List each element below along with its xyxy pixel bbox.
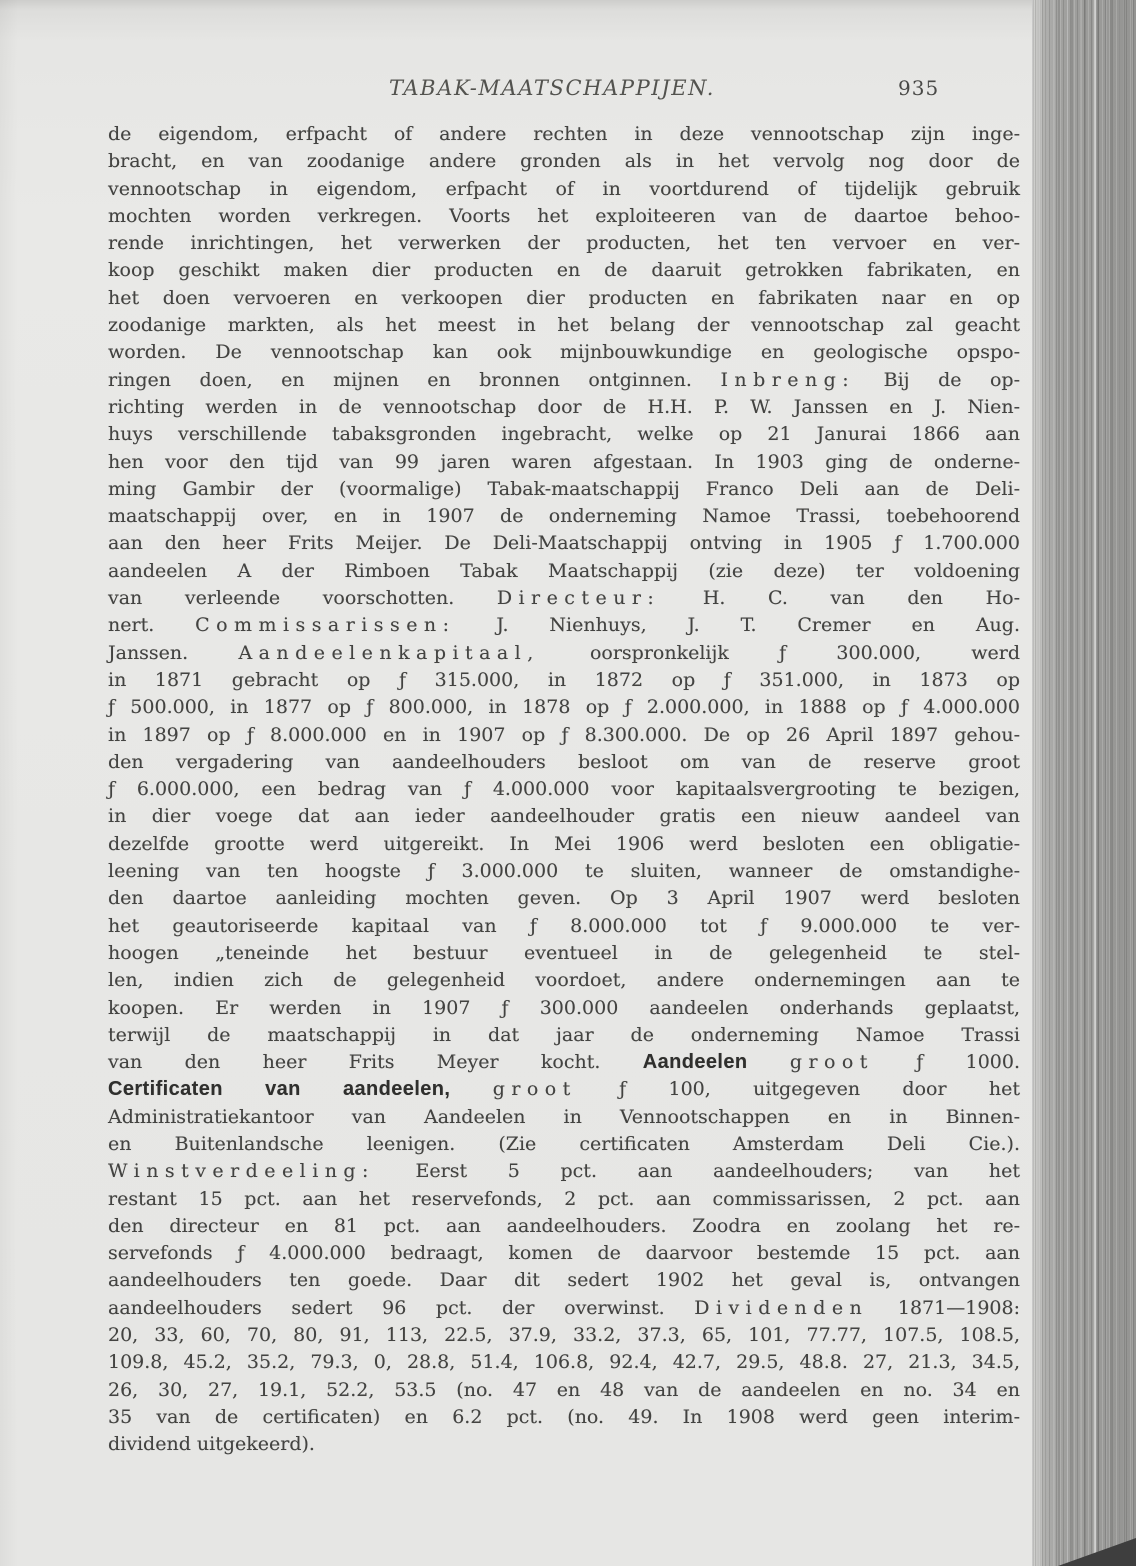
- text-segment: J. Nienhuys, J. T. Cremer en Aug.: [455, 614, 1020, 637]
- text-line: [108, 1240, 1020, 1267]
- text-segment: ming Gambir der (voormalige) Tabak-maatschappij Franco Deli aan de Deli-: [108, 477, 1020, 500]
- text-line: [108, 858, 1020, 885]
- text-segment: richting werden in de vennootschap door de H.H. P. W. Janssen en J. Nien-: [108, 395, 1020, 418]
- text-segment: in 1897 op ƒ 8.000.000 en in 1907 op ƒ 8.300.000. De op 26 April 1897 gehou-: [108, 723, 1020, 746]
- text-segment: ringen doen, en mijnen en bronnen ontginnen.: [108, 368, 721, 391]
- text-segment: in 1871 gebracht op ƒ 315.000, in 1872 op ƒ 351.000, in 1873 op: [108, 668, 1020, 691]
- text-segment: den vergadering van aandeelhouders besloot om van de reserve groot: [108, 750, 1020, 773]
- text-segment: van verleende voorschotten.: [108, 587, 497, 610]
- text-segment: Janssen.: [108, 641, 239, 664]
- text-segment: en Buitenlandsche leenigen. (Zie certificaten Amsterdam Deli Cie.).: [108, 1132, 1020, 1155]
- text-line: [108, 913, 1020, 940]
- text-segment: len, indien zich de gelegenheid voordoet, andere ondernemingen aan te: [108, 969, 1020, 992]
- text-line: [108, 803, 1020, 830]
- text-line: [108, 612, 1020, 639]
- spaced-heading-segment: Inbreng:: [720, 368, 856, 391]
- text-segment: H. C. van den Ho-: [660, 587, 1020, 610]
- spaced-heading-segment: Winstverdeeling:: [108, 1160, 375, 1183]
- text-line: [108, 394, 1020, 421]
- text-segment: aandeelen A der Rimboen Tabak Maatschappij (zie deze) ter voldoening: [108, 559, 1020, 582]
- text-line: [108, 257, 1020, 284]
- text-segment: Bij de op-: [855, 368, 1020, 391]
- text-segment: dezelfde grootte werd uitgereikt. In Mei 1906 werd besloten een obligatie-: [108, 832, 1020, 855]
- text-line: [108, 449, 1020, 476]
- text-line: [108, 148, 1020, 175]
- text-segment: den daartoe aanleiding mochten geven. Op 3 April 1907 werd besloten: [108, 887, 1020, 910]
- text-line: [108, 585, 1020, 612]
- text-segment: 1871—1908:: [868, 1296, 1020, 1319]
- book-page-edges: [1032, 0, 1136, 1566]
- text-line: [108, 367, 1020, 394]
- body-text: [108, 121, 1020, 1459]
- text-line: [108, 1431, 1020, 1458]
- text-line: [108, 1322, 1020, 1349]
- text-segment: worden. De vennootschap kan ook mijnbouwkundige en geologische opspo-: [108, 341, 1020, 364]
- text-segment: hen voor den tijd van 99 jaren waren afgestaan. In 1903 ging de onderne-: [108, 450, 1020, 473]
- text-line: [108, 1267, 1020, 1294]
- spaced-heading-segment: Aandeelenkapitaal,: [238, 641, 540, 664]
- corner-shadow: [1058, 1538, 1136, 1566]
- text-line: [108, 640, 1020, 667]
- text-line: [108, 1158, 1020, 1185]
- text-segment: van den heer Frits Meyer kocht.: [108, 1051, 643, 1074]
- text-segment: aandeelhouders ten goede. Daar dit sedert 1902 het geval is, ontvangen: [108, 1269, 1020, 1292]
- text-line: [108, 1022, 1020, 1049]
- text-line: [108, 1349, 1020, 1376]
- text-segment: Eerst 5 pct. aan aandeelhouders; van het: [374, 1160, 1020, 1183]
- text-line: [108, 203, 1020, 230]
- text-segment: maatschappij over, en in 1907 de onderneming Namoe Trassi, toebehoorend: [108, 505, 1020, 528]
- text-segment: in dier voege dat aan ieder aandeelhouder gratis een nieuw aandeel van: [108, 805, 1020, 828]
- text-segment: oorspronkelijk ƒ 300.000, werd: [539, 641, 1021, 664]
- text-segment: den directeur en 81 pct. aan aandeelhouders. Zoodra en zoolang het re-: [108, 1214, 1020, 1237]
- text-line: [108, 558, 1020, 585]
- page-title: TABAK-MAATSCHAPPIJEN.: [388, 76, 716, 100]
- text-segment: ƒ 500.000, in 1877 op ƒ 800.000, in 1878 op ƒ 2.000.000, in 1888 op ƒ 4.000.000: [108, 696, 1020, 719]
- text-segment: nert.: [108, 614, 196, 637]
- spaced-heading-segment: Directeur:: [496, 587, 661, 610]
- text-line: [108, 1186, 1020, 1213]
- text-line: [108, 503, 1020, 530]
- text-segment: zoodanige markten, als het meest in het belang der vennootschap zal geacht: [108, 314, 1020, 337]
- text-segment: terwijl de maatschappij in dat jaar de onderneming Namoe Trassi: [108, 1023, 1020, 1046]
- text-line: [108, 749, 1020, 776]
- text-line: [108, 1076, 1020, 1103]
- bold-heading-segment: Certificaten van aandeelen,: [108, 1078, 451, 1101]
- text-line: [108, 312, 1020, 339]
- text-segment: [748, 1051, 790, 1073]
- text-segment: mochten worden verkregen. Voorts het exploiteeren van de daartoe behoo-: [108, 204, 1020, 227]
- text-segment: [450, 1078, 492, 1100]
- text-line: [108, 1404, 1020, 1431]
- spaced-heading-segment: groot: [789, 1051, 874, 1074]
- spaced-heading-segment: Commissarissen:: [195, 614, 456, 637]
- text-segment: het doen vervoeren en verkoopen dier producten en fabrikaten naar en op: [108, 286, 1020, 309]
- text-segment: restant 15 pct. aan het reservefonds, 2 pct. aan commissarissen, 2 pct. aan: [108, 1187, 1020, 1210]
- text-segment: de eigendom, erfpacht of andere rechten in deze vennootschap zijn inge-: [108, 123, 1020, 145]
- text-line: [108, 722, 1020, 749]
- text-segment: 109.8, 45.2, 35.2, 79.3, 0, 28.8, 51.4, 106.8, 92.4, 42.7, 29.5, 48.8. 27, 21.3, 34.5,: [108, 1351, 1020, 1374]
- text-segment: aan den heer Frits Meijer. De Deli-Maatschappij ontving in 1905 ƒ 1.700.000: [108, 532, 1020, 555]
- text-line: [108, 230, 1020, 257]
- text-segment: servefonds ƒ 4.000.000 bedraagt, komen de daarvoor bestemde 15 pct. aan: [108, 1242, 1020, 1265]
- text-segment: rende inrichtingen, het verwerken der producten, het ten vervoer en ver-: [108, 232, 1020, 255]
- text-segment: koopen. Er werden in 1907 ƒ 300.000 aandeelen onderhands geplaatst,: [108, 996, 1020, 1019]
- page-number: 935: [898, 76, 940, 100]
- page-edge-highlight: [1094, 0, 1096, 1566]
- text-line: [108, 776, 1020, 803]
- text-segment: ƒ 100, uitgegeven door het: [576, 1078, 1020, 1101]
- text-segment: het geautoriseerde kapitaal van ƒ 8.000.000 tot ƒ 9.000.000 te ver-: [108, 914, 1020, 937]
- text-line: [108, 1213, 1020, 1240]
- spaced-heading-segment: Dividenden: [694, 1296, 869, 1319]
- text-segment: aandeelhouders sedert 96 pct. der overwinst.: [108, 1296, 695, 1319]
- text-line: [108, 1049, 1020, 1076]
- text-line: [108, 1104, 1020, 1131]
- text-segment: ƒ 1000.: [873, 1051, 1020, 1074]
- text-line: [108, 1377, 1020, 1404]
- text-line: [108, 530, 1020, 557]
- text-line: [108, 121, 1020, 148]
- text-line: [108, 476, 1020, 503]
- text-line: [108, 995, 1020, 1022]
- bold-heading-segment: Aandeelen: [642, 1051, 748, 1074]
- text-line: [108, 285, 1020, 312]
- text-segment: 35 van de certificaten) en 6.2 pct. (no. 49. In 1908 werd geen interim-: [108, 1405, 1020, 1428]
- text-line: [108, 1295, 1020, 1322]
- text-segment: huys verschillende tabaksgronden ingebracht, welke op 21 Janurai 1866 aan: [108, 423, 1020, 446]
- text-line: [108, 885, 1020, 912]
- text-segment: vennootschap in eigendom, erfpacht of in voortdurend of tijdelijk gebruik: [108, 177, 1020, 200]
- text-line: [108, 967, 1020, 994]
- text-line: [108, 1131, 1020, 1158]
- text-segment: 20, 33, 60, 70, 80, 91, 113, 22.5, 37.9, 33.2, 37.3, 65, 101, 77.77, 107.5, 108.5,: [108, 1324, 1020, 1347]
- text-segment: Administratiekantoor van Aandeelen in Vennootschappen en in Binnen-: [108, 1105, 1020, 1128]
- text-line: [108, 176, 1020, 203]
- text-segment: leening van ten hoogste ƒ 3.000.000 te sluiten, wanneer de omstandighe-: [108, 860, 1020, 883]
- text-line: [108, 831, 1020, 858]
- spaced-heading-segment: groot: [492, 1078, 577, 1101]
- text-segment: 26, 30, 27, 19.1, 52.2, 53.5 (no. 47 en 48 van de aandeelen en no. 34 en: [108, 1378, 1020, 1401]
- text-segment: hoogen „teneinde het bestuur eventueel in de gelegenheid te stel-: [108, 941, 1020, 964]
- text-segment: ƒ 6.000.000, een bedrag van ƒ 4.000.000 voor kapitaalsvergrooting te bezigen,: [108, 778, 1020, 801]
- text-line: [108, 667, 1020, 694]
- text-line: [108, 940, 1020, 967]
- text-segment: koop geschikt maken dier producten en de daaruit getrokken fabrikaten, en: [108, 259, 1020, 282]
- text-segment: bracht, en van zoodanige andere gronden als in het vervolg nog door de: [108, 150, 1020, 173]
- text-segment: dividend uitgekeerd).: [108, 1433, 315, 1456]
- text-line: [108, 694, 1020, 721]
- text-line: [108, 421, 1020, 448]
- text-line: [108, 339, 1020, 366]
